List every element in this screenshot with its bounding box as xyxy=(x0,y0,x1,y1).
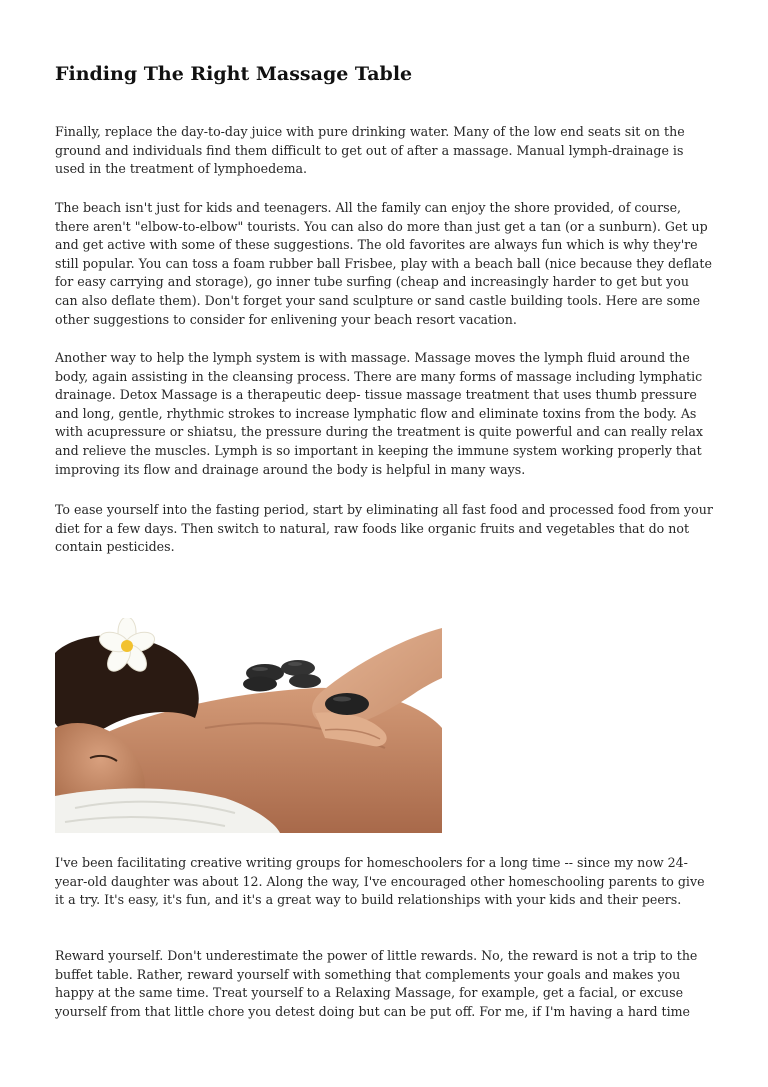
page-title: Finding The Right Massage Table xyxy=(55,63,413,85)
hot-stone-4 xyxy=(289,674,321,688)
massage-photo xyxy=(55,618,442,833)
paragraph-4: To ease yourself into the fasting period, start by eliminating all fast food and processed food from your diet for a few days. Then switch to natural, raw foods like organic fruits and vegetables that do not contain pesticides. xyxy=(55,502,713,555)
hot-stone-5 xyxy=(325,693,369,715)
paragraph-1: Finally, replace the day-to-day juice with pure drinking water. Many of the low end seats sit on the ground and individuals find them difficult to get out of after a massage. Manual lymph-drainage is used in the treatment of lymphoedema. xyxy=(55,124,685,177)
paragraph-3: Another way to help the lymph system is with massage. Massage moves the lymph fluid around the body, again assisting in the cleansing process. There are many forms of massage including lymphatic drainage. Detox Massage is a therapeutic deep- tissue massage treatment that uses thumb pressure and long, gentle, rhythmic strokes to increase lymphatic flow and eliminate toxins from the body. As with acupressure or shiatsu, the pressure during the treatment is quite powerful and can really relax and relieve the muscles. Lymph is so important in keeping the immune system working properly that improving its flow and drainage around the body is helpful in many ways. xyxy=(55,350,703,477)
paragraph-6: Reward yourself. Don't underestimate the power of little rewards. No, the reward is not a trip to the buffet table. Rather, reward yourself with something that complements your goals and makes you happy at the same time. Treat yourself to a Relaxing Massage, for example, get a facial, or excuse yourself from that little chore you detest doing but can be put off. For me, if I'm having a hard time xyxy=(55,948,698,1019)
paragraph-2: The beach isn't just for kids and teenagers. All the family can enjoy the shore provided, of course, there aren't "elbow-to-elbow" tourists. You can also do more than just get a tan (or a sunburn). Get up and get active with some of these suggestions. The old favorites are always fun which is why they're still popular. You can toss a foam rubber ball Frisbee, play with a beach ball (nice because they deflate for easy carrying and storage), go inner tube surfing (cheap and increasingly harder to get but you can also deflate them). Don't forget your sand sculpture or sand castle building tools. Here are some other suggestions to consider for enlivening your beach resort vacation. xyxy=(55,200,712,327)
hot-stone-3 xyxy=(243,677,277,692)
paragraph-5: I've been facilitating creative writing groups for homeschoolers for a long time -- since my now 24-year-old daughter was about 12. Along the way, I've encouraged other homeschooling parents to give it a try. It's easy, it's fun, and it's a great way to build relationships with your kids and their peers. xyxy=(55,855,705,908)
